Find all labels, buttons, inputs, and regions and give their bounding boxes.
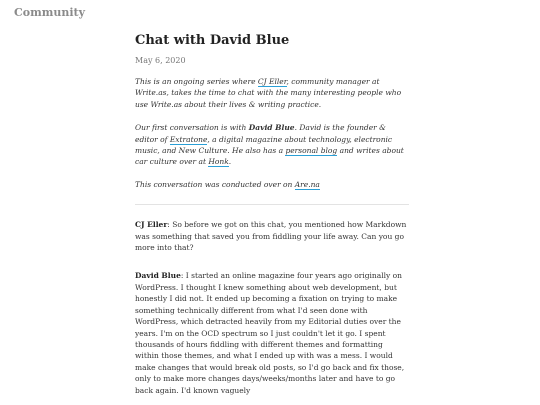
answer-paragraph <box>135 270 409 395</box>
intro-guest-text-5: . <box>228 157 232 167</box>
intro-source-text: This conversation was conducted over on <box>135 179 295 189</box>
intro-series-text-2: , community manager at Write.as, takes the time to chat with the many interesting people who use Write.as about their lives & writing practice. <box>135 77 402 109</box>
post-title: Chat with David Blue <box>135 33 290 48</box>
site-name-link[interactable]: Community <box>14 6 86 19</box>
post-article <box>135 32 409 396</box>
question-paragraph <box>135 219 409 253</box>
intro-guest-text-3: , a digital magazine about technology, electronic music, and New Culture. He also has a <box>135 134 393 156</box>
question-text: : So before we got on this chat, you mentioned how Markdown was something that saved you from fiddling your life away. Can you go more into that? <box>135 220 407 253</box>
section-divider <box>135 204 409 205</box>
personal-blog-link[interactable]: personal blog <box>285 146 338 156</box>
guest-name: David Blue <box>248 123 295 133</box>
intro-source-paragraph <box>135 179 409 190</box>
intro-guest-text-4: and writes about car culture over at <box>135 146 404 167</box>
intro-series-text-1: This is an ongoing series where <box>135 77 258 86</box>
speaker-name: David Blue <box>135 271 181 281</box>
speaker-name: CJ Eller <box>135 220 168 230</box>
intro-guest-text-2: . David is the founder & editor of <box>135 123 386 144</box>
cj-eller-link[interactable]: CJ Eller <box>257 77 287 86</box>
intro-series-paragraph <box>135 76 409 110</box>
answer-text: : I started an online magazine four years ago originally on WordPress. I thought I knew something about web development, but honestly I did not. It ended up becoming a fixation on trying to make something technically different from what I'd seen done with WordPress, which detracted heavily from my Editorial duties over the years. I'm on the OCD spectrum so I just couldn't let it go. I spent thousands of hours fiddling with different themes and formatting within those themes, and what I ended up with was a mess. I would make changes that would break old posts, so I'd go back and fix those, only to make more changes days/weeks/months later and have to go back again. I'd known vaguely <box>135 271 405 395</box>
extratone-link[interactable]: Extratone <box>169 134 208 144</box>
honk-link[interactable]: Honk <box>208 157 229 167</box>
arena-link[interactable]: Are.na <box>294 179 320 189</box>
post-date: May 6, 2020 <box>135 56 186 65</box>
intro-guest-text-1: Our first conversation is with <box>135 123 249 133</box>
intro-guest-paragraph <box>135 122 409 168</box>
